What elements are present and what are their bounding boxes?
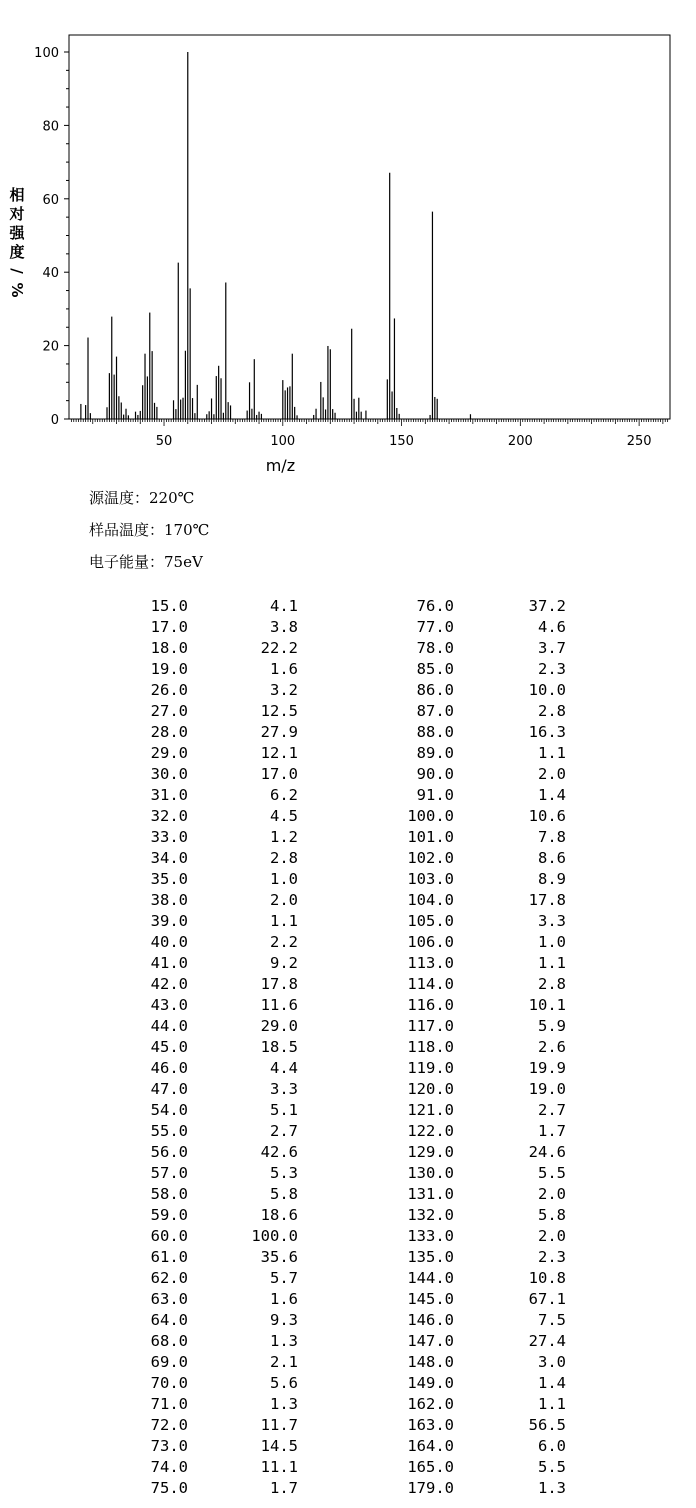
- mz-cell: 148.0: [407, 1353, 454, 1371]
- intensity-cell: 8.6: [538, 849, 566, 867]
- intensity-cell: 18.6: [260, 1206, 298, 1224]
- mz-cell: 47.0: [150, 1080, 188, 1098]
- intensity-cell: 2.0: [270, 891, 298, 909]
- mz-cell: 120.0: [407, 1080, 454, 1098]
- mz-cell: 119.0: [407, 1059, 454, 1077]
- mz-cell: 101.0: [407, 828, 454, 846]
- source-temperature-label: 源温度：: [89, 489, 150, 507]
- intensity-cell: 9.3: [270, 1311, 298, 1329]
- intensity-cell: 5.3: [270, 1164, 298, 1182]
- mz-cell: 35.0: [150, 870, 188, 888]
- intensity-cell: 5.8: [270, 1185, 298, 1203]
- intensity-cell: 7.8: [538, 828, 566, 846]
- intensity-cell: 12.5: [260, 702, 298, 720]
- electron-energy: [89, 551, 203, 572]
- mz-cell: 60.0: [150, 1227, 188, 1245]
- mz-cell: 105.0: [407, 912, 454, 930]
- mz-cell: 114.0: [407, 975, 454, 993]
- intensity-cell: 2.8: [538, 975, 566, 993]
- intensity-cell: 1.7: [270, 1479, 298, 1497]
- intensity-cell: 10.8: [528, 1269, 566, 1287]
- y-tick-label: 0: [50, 413, 59, 428]
- sample-temperature: [89, 519, 209, 540]
- intensity-cell: 3.2: [270, 681, 298, 699]
- mz-cell: 30.0: [150, 765, 188, 783]
- intensity-cell: 27.4: [528, 1332, 566, 1350]
- intensity-cell: 4.6: [538, 618, 566, 636]
- mz-cell: 18.0: [150, 639, 188, 657]
- mz-cell: 122.0: [407, 1122, 454, 1140]
- mz-cell: 62.0: [150, 1269, 188, 1287]
- intensity-cell: 10.1: [528, 996, 566, 1014]
- intensity-cell: 1.1: [538, 1395, 566, 1413]
- mz-cell: 87.0: [416, 702, 454, 720]
- intensity-cell: 37.2: [528, 597, 566, 615]
- mz-cell: 90.0: [416, 765, 454, 783]
- intensity-cell: 35.6: [260, 1248, 298, 1266]
- mz-cell: 164.0: [407, 1437, 454, 1455]
- mz-cell: 27.0: [150, 702, 188, 720]
- electron-energy-label: 电子能量：: [89, 553, 165, 571]
- mz-cell: 149.0: [407, 1374, 454, 1392]
- mz-cell: 132.0: [407, 1206, 454, 1224]
- mz-cell: 38.0: [150, 891, 188, 909]
- intensity-cell: 19.0: [528, 1080, 566, 1098]
- mz-cell: 131.0: [407, 1185, 454, 1203]
- intensity-cell: 27.9: [260, 723, 298, 741]
- intensity-cell: 9.2: [270, 954, 298, 972]
- intensity-cell: 2.6: [538, 1038, 566, 1056]
- intensity-cell: 1.6: [270, 1290, 298, 1308]
- mz-cell: 56.0: [150, 1143, 188, 1161]
- mz-cell: 29.0: [150, 744, 188, 762]
- mz-cell: 58.0: [150, 1185, 188, 1203]
- intensity-cell: 17.8: [260, 975, 298, 993]
- mz-cell: 76.0: [416, 597, 454, 615]
- intensity-cell: 11.6: [260, 996, 298, 1014]
- intensity-cell: 1.3: [270, 1332, 298, 1350]
- intensity-cell: 1.0: [270, 870, 298, 888]
- intensity-cell: 17.8: [528, 891, 566, 909]
- intensity-cell: 2.2: [270, 933, 298, 951]
- intensity-cell: 2.8: [270, 849, 298, 867]
- intensity-cell: 67.1: [528, 1290, 566, 1308]
- y-axis-label-char: 相: [9, 186, 25, 204]
- mz-cell: 106.0: [407, 933, 454, 951]
- intensity-cell: 4.1: [270, 597, 298, 615]
- intensity-cell: 2.7: [270, 1122, 298, 1140]
- y-axis-label-char: 对: [9, 205, 25, 223]
- mz-cell: 91.0: [416, 786, 454, 804]
- mz-cell: 179.0: [407, 1479, 454, 1497]
- intensity-cell: 3.7: [538, 639, 566, 657]
- intensity-cell: 5.1: [270, 1101, 298, 1119]
- mz-cell: 73.0: [150, 1437, 188, 1455]
- intensity-cell: 1.3: [270, 1395, 298, 1413]
- mz-cell: 117.0: [407, 1017, 454, 1035]
- mass-spectrum-chart: [0, 0, 696, 480]
- y-axis-label-char: /: [8, 268, 26, 274]
- intensity-cell: 8.9: [538, 870, 566, 888]
- intensity-cell: 3.3: [270, 1080, 298, 1098]
- y-tick-label: 100: [34, 46, 59, 61]
- intensity-cell: 18.5: [260, 1038, 298, 1056]
- intensity-cell: 10.0: [528, 681, 566, 699]
- intensity-cell: 1.3: [538, 1479, 566, 1497]
- mz-cell: 113.0: [407, 954, 454, 972]
- source-temperature-value: 220℃: [149, 489, 195, 507]
- mz-cell: 63.0: [150, 1290, 188, 1308]
- intensity-cell: 4.5: [270, 807, 298, 825]
- intensity-cell: 1.1: [538, 744, 566, 762]
- intensity-cell: 19.9: [528, 1059, 566, 1077]
- intensity-cell: 4.4: [270, 1059, 298, 1077]
- intensity-cell: 2.3: [538, 660, 566, 678]
- y-axis-label-char: %: [8, 282, 26, 298]
- mz-cell: 28.0: [150, 723, 188, 741]
- mz-cell: 89.0: [416, 744, 454, 762]
- mz-cell: 100.0: [407, 807, 454, 825]
- intensity-cell: 2.0: [538, 1227, 566, 1245]
- intensity-cell: 1.4: [538, 1374, 566, 1392]
- mz-cell: 146.0: [407, 1311, 454, 1329]
- intensity-cell: 5.5: [538, 1458, 566, 1476]
- mz-cell: 78.0: [416, 639, 454, 657]
- plot-frame: [69, 35, 670, 419]
- mz-cell: 163.0: [407, 1416, 454, 1434]
- sample-temperature-label: 样品温度：: [89, 521, 165, 539]
- mz-cell: 34.0: [150, 849, 188, 867]
- intensity-cell: 42.6: [260, 1143, 298, 1161]
- intensity-cell: 5.8: [538, 1206, 566, 1224]
- mz-cell: 118.0: [407, 1038, 454, 1056]
- intensity-cell: 100.0: [251, 1227, 298, 1245]
- mz-cell: 88.0: [416, 723, 454, 741]
- mz-cell: 69.0: [150, 1353, 188, 1371]
- mz-cell: 77.0: [416, 618, 454, 636]
- intensity-cell: 10.6: [528, 807, 566, 825]
- intensity-cell: 1.2: [270, 828, 298, 846]
- mz-cell: 32.0: [150, 807, 188, 825]
- mz-cell: 133.0: [407, 1227, 454, 1245]
- intensity-cell: 1.7: [538, 1122, 566, 1140]
- mz-cell: 40.0: [150, 933, 188, 951]
- intensity-cell: 1.1: [270, 912, 298, 930]
- mz-cell: 33.0: [150, 828, 188, 846]
- intensity-cell: 17.0: [260, 765, 298, 783]
- mz-cell: 145.0: [407, 1290, 454, 1308]
- intensity-cell: 24.6: [528, 1143, 566, 1161]
- intensity-cell: 5.5: [538, 1164, 566, 1182]
- x-tick-label: 150: [389, 434, 414, 449]
- intensity-cell: 56.5: [528, 1416, 566, 1434]
- mz-cell: 61.0: [150, 1248, 188, 1266]
- intensity-cell: 3.8: [270, 618, 298, 636]
- mz-cell: 75.0: [150, 1479, 188, 1497]
- intensity-cell: 7.5: [538, 1311, 566, 1329]
- intensity-cell: 1.6: [270, 660, 298, 678]
- intensity-cell: 1.0: [538, 933, 566, 951]
- intensity-cell: 3.3: [538, 912, 566, 930]
- y-axis-label-char: 度: [9, 243, 25, 261]
- mz-cell: 86.0: [416, 681, 454, 699]
- y-axis-label-char: 强: [9, 224, 25, 242]
- mz-cell: 162.0: [407, 1395, 454, 1413]
- intensity-cell: 3.0: [538, 1353, 566, 1371]
- mz-cell: 70.0: [150, 1374, 188, 1392]
- mz-cell: 104.0: [407, 891, 454, 909]
- intensity-cell: 14.5: [260, 1437, 298, 1455]
- mz-cell: 74.0: [150, 1458, 188, 1476]
- intensity-cell: 1.4: [538, 786, 566, 804]
- mz-cell: 64.0: [150, 1311, 188, 1329]
- x-tick-label: 200: [507, 434, 533, 449]
- mz-cell: 19.0: [150, 660, 188, 678]
- mz-cell: 46.0: [150, 1059, 188, 1077]
- mz-cell: 135.0: [407, 1248, 454, 1266]
- mz-cell: 129.0: [407, 1143, 454, 1161]
- intensity-cell: 11.7: [260, 1416, 298, 1434]
- intensity-cell: 2.0: [538, 1185, 566, 1203]
- y-tick-label: 60: [42, 192, 59, 208]
- y-tick-label: 40: [42, 266, 59, 282]
- intensity-cell: 6.2: [270, 786, 298, 804]
- mz-cell: 72.0: [150, 1416, 188, 1434]
- mz-cell: 103.0: [407, 870, 454, 888]
- mz-cell: 121.0: [407, 1101, 454, 1119]
- intensity-cell: 5.7: [270, 1269, 298, 1287]
- sample-temperature-value: 170℃: [164, 521, 210, 539]
- intensity-cell: 16.3: [528, 723, 566, 741]
- mz-cell: 43.0: [150, 996, 188, 1014]
- mz-cell: 42.0: [150, 975, 188, 993]
- mz-cell: 26.0: [150, 681, 188, 699]
- intensity-cell: 11.1: [260, 1458, 298, 1476]
- intensity-cell: 29.0: [260, 1017, 298, 1035]
- source-temperature: [89, 487, 194, 508]
- mz-cell: 147.0: [407, 1332, 454, 1350]
- mz-cell: 144.0: [407, 1269, 454, 1287]
- mz-cell: 165.0: [407, 1458, 454, 1476]
- mz-cell: 15.0: [150, 597, 188, 615]
- intensity-cell: 5.9: [538, 1017, 566, 1035]
- intensity-cell: 1.1: [538, 954, 566, 972]
- mz-cell: 71.0: [150, 1395, 188, 1413]
- mz-cell: 41.0: [150, 954, 188, 972]
- intensity-cell: 2.8: [538, 702, 566, 720]
- mz-cell: 68.0: [150, 1332, 188, 1350]
- x-tick-label: 250: [626, 434, 652, 449]
- mz-cell: 17.0: [150, 618, 188, 636]
- intensity-cell: 22.2: [260, 639, 298, 657]
- intensity-cell: 5.6: [270, 1374, 298, 1392]
- mz-cell: 85.0: [416, 660, 454, 678]
- intensity-cell: 2.3: [538, 1248, 566, 1266]
- mz-cell: 54.0: [150, 1101, 188, 1119]
- intensity-cell: 2.0: [538, 765, 566, 783]
- intensity-cell: 2.7: [538, 1101, 566, 1119]
- intensity-cell: 12.1: [260, 744, 298, 762]
- y-tick-label: 20: [42, 339, 59, 355]
- mz-cell: 44.0: [150, 1017, 188, 1035]
- mz-cell: 39.0: [150, 912, 188, 930]
- mz-cell: 45.0: [150, 1038, 188, 1056]
- mz-cell: 59.0: [150, 1206, 188, 1224]
- x-tick-label: 100: [270, 434, 296, 449]
- x-tick-label: 50: [155, 434, 173, 449]
- mz-cell: 102.0: [407, 849, 454, 867]
- y-tick-label: 80: [42, 119, 59, 135]
- x-axis-label: m/z: [265, 456, 296, 475]
- mz-cell: 57.0: [150, 1164, 188, 1182]
- intensity-cell: 6.0: [538, 1437, 566, 1455]
- electron-energy-value: 75eV: [164, 553, 203, 571]
- mz-cell: 55.0: [150, 1122, 188, 1140]
- mz-cell: 31.0: [150, 786, 188, 804]
- intensity-cell: 2.1: [270, 1353, 298, 1371]
- mz-cell: 130.0: [407, 1164, 454, 1182]
- mz-cell: 116.0: [407, 996, 454, 1014]
